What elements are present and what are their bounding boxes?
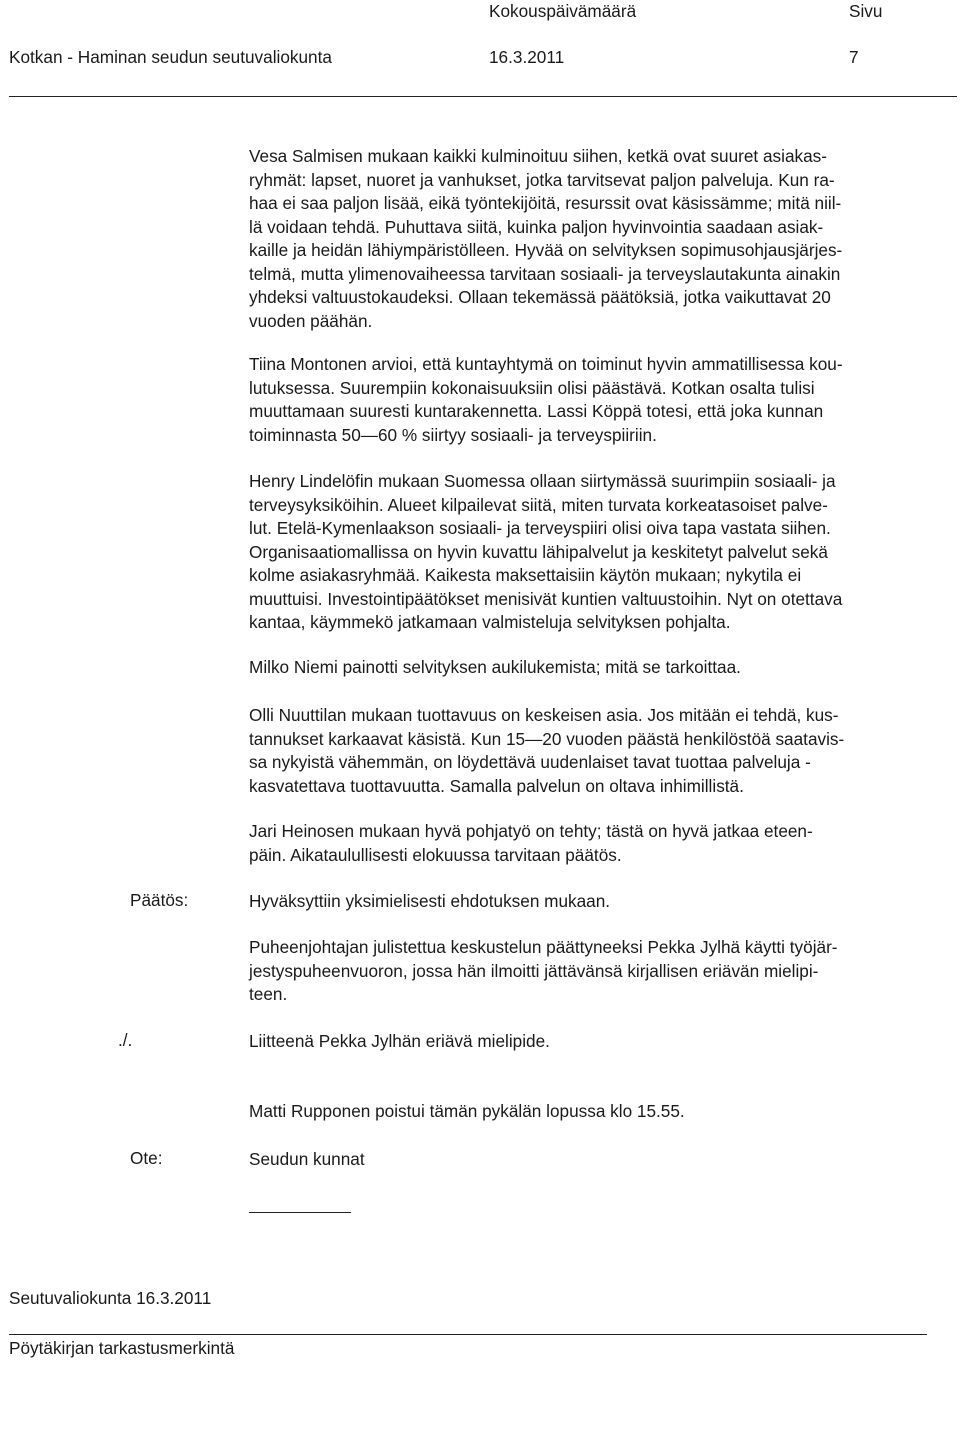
text-line: muuttuisi. Investointipäätökset menisivät kuntien valtuustoihin. Nyt on otettava [249,588,843,609]
paragraph-salminen [249,145,953,333]
text-line: muuttamaan suuresti kuntarakennetta. Lassi Köppä totesi, että joka kunnan [249,401,824,421]
footer-signature-label: Pöytäkirjan tarkastusmerkintä [9,1338,235,1358]
footer-committee-date: Seutuvaliokunta 16.3.2011 [9,1288,212,1308]
text-line: terveysyksiköihin. Alueet kilpailevat siitä, miten turvata korkeatasoiset palve- [249,494,828,515]
text-line: lä voidaan tehdä. Puhuttava siitä, kuinka paljon hyvinvointia saadaan asiak- [249,216,824,237]
text-line: Milko Niemi painotti selvityksen aukilukemista; mitä se tarkoittaa. [249,657,741,677]
paragraph-lindelof [249,470,953,635]
paragraph-montonen [249,353,953,447]
text-line: Hyväksyttiin yksimielisesti ehdotuksen mukaan. [249,891,611,911]
text-line: Liitteenä Pekka Jylhän eriävä mielipide. [249,1031,550,1051]
attachment-text [249,1030,953,1054]
paragraph-closing [249,936,953,1007]
attachment-marker: ./. [118,1030,133,1050]
signature-line [249,1212,351,1213]
text-line: teen. [249,984,288,1004]
decision-label: Päätös: [130,890,189,910]
text-line: Seudun kunnat [249,1149,365,1169]
text-line: vuoden päähän. [249,310,373,331]
text-line: kantaa, käymmekö jatkamaan valmisteluja selvityksen pohjalta. [249,612,731,632]
excerpt-text [249,1148,953,1172]
header-organization: Kotkan - Haminan seudun seutuvaliokunta [9,47,332,67]
text-line: Jari Heinosen mukaan hyvä pohjatyö on tehty; tästä on hyvä jatkaa eteen- [249,821,813,841]
text-line: Puheenjohtajan julistettua keskustelun päättyneeksi Pekka Jylhä käytti työjär- [249,937,838,957]
text-line: lutuksessa. Suurempiin kokonaisuuksiin olisi päästävä. Kotkan osalta tulisi [249,377,815,398]
text-line: kasvatettava tuottavuutta. Samalla palvelun on oltava inhimillistä. [249,775,744,796]
paragraph-nuuttila [249,704,953,798]
text-line: päin. Aikataulullisesti elokuussa tarvitaan päätös. [249,844,622,865]
excerpt-label: Ote: [130,1148,163,1168]
text-line: sa nykyistä vähemmän, on löydettävä uudenlaiset tavat tuottaa palveluja - [249,752,811,772]
paragraph-niemi [249,656,953,680]
text-line: tannukset karkaavat käsistä. Kun 15—20 vuoden päästä henkilöstöä saatavis- [249,728,845,749]
header-date-label: Kokouspäivämäärä [489,1,637,21]
departure-note [249,1100,953,1124]
header-divider [9,96,957,97]
text-line: kaille ja heidän lähiympäristölleen. Hyvää on selvityksen sopimusohjausjärjes- [249,240,843,260]
text-line: jestyspuheenvuoron, jossa hän ilmoitti jättävänsä kirjallisen eriävän mielipi- [249,960,819,981]
text-line: ryhmät: lapset, nuoret ja vanhukset, jotka tarvitsevat paljon palveluja. Kun ra- [249,169,835,190]
header-page-number: 7 [849,47,859,67]
text-line: kolme asiakasryhmää. Kaikesta maksettaisiin käytön mukaan; nykytila ei [249,565,802,585]
decision-text [249,890,953,914]
text-line: Vesa Salmisen mukaan kaikki kulminoituu siihen, ketkä ovat suuret asiakas- [249,146,827,166]
text-line: haa ei saa paljon lisää, eikä työntekijöitä, resurssit ovat käsissämme; mitä niil- [249,193,842,213]
paragraph-heinonen [249,820,953,867]
text-line: Organisaatiomallissa on hyvin kuvattu lähipalvelut ja keskitetyt palvelut sekä [249,541,828,562]
text-line: telmä, mutta ylimenovaiheessa tarvitaan sosiaali- ja terveyslautakunta ainakin [249,263,841,284]
text-line: Matti Rupponen poistui tämän pykälän lopussa klo 15.55. [249,1101,685,1121]
text-line: Henry Lindelöfin mukaan Suomessa ollaan siirtymässä suurimpiin sosiaali- ja [249,471,836,491]
text-line: lut. Etelä-Kymenlaakson sosiaali- ja terveyspiiri olisi oiva tapa vastata siihen. [249,518,831,538]
header-date: 16.3.2011 [489,47,565,67]
footer-divider [9,1334,927,1335]
text-line: Olli Nuuttilan mukaan tuottavuus on keskeisen asia. Jos mitään ei tehdä, kus- [249,705,839,725]
text-line: yhdeksi valtuustokaudeksi. Ollaan tekemässä päätöksiä, jotka vaikuttavat 20 [249,287,831,307]
header-page-label: Sivu [849,1,883,21]
text-line: Tiina Montonen arvioi, että kuntayhtymä on toiminut hyvin ammatillisessa kou- [249,354,843,374]
text-line: toiminnasta 50—60 % siirtyy sosiaali- ja terveyspiiriin. [249,424,657,445]
